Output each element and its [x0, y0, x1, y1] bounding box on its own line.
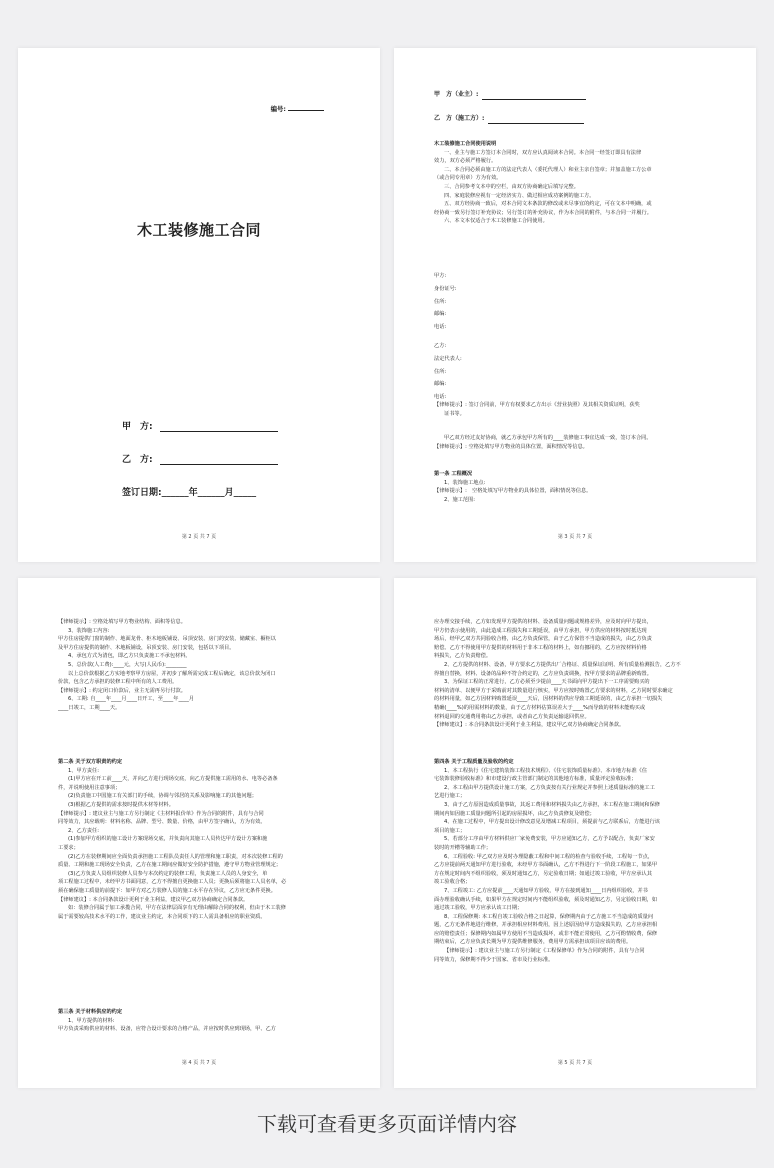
party-b-info-field: 法定代表人:	[434, 355, 462, 362]
body-line: 材料退回的交通费用将由乙方承担，或者由乙方负责运输退回供应。	[434, 713, 590, 720]
notes-line: 五、双方经协商一致后，对本合同文本条款的修改或未尽事宜的约定，可在文本中明确，或	[444, 201, 652, 208]
body-line: 2、乙方责任:	[68, 827, 99, 834]
body-line: 同等效力，保修期不得少于国家、省市及行业标准。	[434, 956, 554, 963]
party-a-info-field: 电话:	[434, 324, 447, 331]
body-line: 期间内如因施工质量问题所引起的房屋损坏，由乙方负责修复及赔偿；	[434, 810, 595, 817]
body-line: 同等效力，其应载明：材料名称、品牌、型号、数量、价格，由甲方签字确认，方为有效。	[58, 819, 266, 826]
article-2	[58, 758, 344, 921]
party-a-info-field: 身份证号:	[434, 285, 457, 292]
party-a-info-field: 甲方:	[434, 273, 447, 279]
body-line: 甲方负责采购供应的材料、设备，应符合设计要求的合格产品，并应按时供应到现场，甲、乙方	[58, 1026, 276, 1033]
body-line: 3、为保证工程的正常进行，乙方必须至少提前____天书面向甲方提出下一工序需要购买的	[444, 679, 650, 686]
party-b-info-field: 电话:	[434, 394, 447, 401]
notes-title: 木工装修施工合同使用说明	[434, 141, 497, 147]
body-line: (2)乙方在装修期间应全面负责承担施工工程队员责任人的管理和施工职责，对本次装修工程的	[68, 853, 283, 860]
body-line: 1、甲方责任:	[68, 767, 99, 774]
work-content-section	[58, 618, 344, 713]
party-a-field	[122, 419, 278, 432]
lawyer-tip-line: 【律师提示】: 签订合同前，甲方有权要求乙方出示《营业执照》及其相关资质证明，获奖	[434, 402, 640, 408]
body-line: 应的赔偿责任；保修期内如属甲方使用不当造成损坏，或非不能正常使用，乙方可酌情收费，保修	[434, 930, 658, 937]
body-line: 4、在施工过程中，甲方提出设计修改意见及增减工程项目，须提前与乙方联系后，方能进行该	[444, 819, 660, 826]
body-line: 8、工程保修期: 本工程自竣工验收合格之日起算，保修期内由于乙方施工不当造成的质量问	[444, 913, 654, 920]
body-line: 得擅自替换，材料、设备的品种不符合约定的，乙方应负责调换，按甲方要求的品牌重新购置。	[434, 670, 652, 677]
notes-line: 经协商一致另行签订补充协议；另行签订的补充协议，作为本合同的附件，与本合同一并履行。	[434, 209, 652, 216]
notes-line: 六、本文本仅适合于木工装修施工合同使用。	[444, 218, 548, 225]
body-line: 【律师提示】: 约定闭口价款后，业主无需再另行付款。	[58, 687, 186, 694]
party-b-header-label: 乙 方（施工方）:	[434, 115, 485, 122]
party-a-header-label: 甲 方（业主）:	[434, 91, 479, 98]
body-line: 项目的施工；	[434, 827, 466, 834]
body-line: 甲方仍表示使用的，由此造成工程损失和工期延误，由甲方承担，甲方供应的材料按时抵达现	[434, 627, 647, 634]
party-a-header	[434, 90, 586, 100]
contract-page-4	[18, 578, 380, 1088]
party-a-info-field: 住所:	[434, 298, 447, 305]
body-line: 宅装饰装修验收标准》和市建设行政主管部门制定的其他地方标准，质量评定验收标准；	[434, 776, 637, 783]
article-1	[434, 470, 720, 504]
body-line: 艺进行施工；	[434, 793, 466, 800]
contract-page-3	[394, 48, 756, 562]
body-line: 2、乙方提供的材料、设备，甲方要求乙方提供出厂合格证、质量保证证明、所有质量检测报告，乙方不	[444, 661, 681, 668]
party-a-label: 甲 方:	[122, 422, 153, 432]
body-line: 1、甲方提供的材料:	[68, 1017, 115, 1024]
body-line: (3)乙方负责人员组织装修人员参与本次约定的装修工程，负责施工人员的人身安全，单	[68, 870, 268, 877]
party-b-header	[434, 114, 584, 124]
body-line: 价款，包含乙方承担的装修工程中所有的人工费用。	[58, 679, 178, 686]
body-line: 【律师建议】: 本合同条款设计更利于业主利益，建议甲乙双方协商确定合同条款。	[434, 722, 625, 729]
agreement-statement	[434, 434, 720, 451]
body-line: 工要求；	[58, 844, 79, 851]
contract-number-label: 编号:	[270, 105, 286, 113]
article-1-line: 2、施工范围:	[444, 496, 475, 503]
body-line: 项工程施工过程中，未经甲方书面同意，乙方不得擅自更换施工人员；更换后须将施工人员名单，必	[58, 879, 287, 886]
body-line: 场后，经甲乙双方共同验收合格，由乙方负责保管，由于乙方保管不当造成的损失，由乙方负责	[434, 636, 652, 643]
body-line: 甲方住房提供门窗的制作、地面龙骨、柜木地板铺设、吊顶安装、房门的安装、储藏室、橱柜以	[58, 636, 276, 643]
body-line: (1)甲方应在开工前____天，并向乙方进行现场交底，向乙方提供施工需用的水、电等必备条	[68, 776, 278, 783]
body-line: (1)参加甲方组织的施工设计方案现场交底，并负责向其施工人员传达甲方设计方案和施	[68, 836, 268, 843]
page-footer: 第 2 页 共 7 页	[181, 534, 217, 540]
body-line: 及甲方住房提供的制作、木地板铺设，吊顶安装、房门安装，包括以下项目。	[58, 644, 235, 651]
body-line: 1、本工程执行《住宅建筑装饰工程技术规程》、《住宅装饰质量标准》、本市地方标准《住	[444, 767, 648, 774]
party-a-info	[434, 270, 720, 334]
body-line: 属于需要较高技术水平的工作，建议业主约定，本合同项下的工人需具备相应的职业资质。	[58, 913, 266, 920]
body-line: 面办理验收确认手续，如果甲方在规定时间内不能组织验收，须及时通知乙方，另定验收日期，如	[434, 896, 658, 903]
body-line: 5、若部分工序由甲方材料供应厂家免费安装，甲方应通知乙方，乙方予以配合，负责厂家安	[444, 836, 655, 843]
page-footer: 第 5 页 共 7 页	[557, 1060, 593, 1066]
body-line: (2)负责施工中国施工有关部门的手续，协调与邻居的关系及影响施工的其他问题；	[68, 793, 257, 800]
body-line: 乙方应提前两天通知甲方进行验收，未经甲方书面确认，乙方不得进行下一阶段工程施工，如果甲	[434, 862, 658, 869]
body-line: 2、本工程由甲方提供设计施工方案，乙方负责按有关行业规定并参照上述质量标准的施工工	[444, 784, 655, 791]
body-line: 6、工期: 自____年____月____日开工，至____年____月	[68, 696, 195, 703]
sign-date-field: 签订日期:______年______月_____	[122, 488, 257, 498]
lawyer-tip-line: 【律师提示】: 空格处填写甲方物业的具体位置，面积情况等信息。	[434, 443, 588, 450]
body-line: 【律师提示】: 建议业主与施工方另行制定《主材料报价单》作为合同的附件，具有与合同	[58, 810, 264, 817]
contract-number-field	[271, 104, 324, 113]
body-line: 通过竣工验收，甲方应承认该工日期；	[434, 905, 523, 912]
page-footer: 第 4 页 共 7 页	[181, 1060, 217, 1066]
contract-cover-page	[18, 48, 380, 562]
lawyer-tip-qualification	[434, 401, 720, 418]
body-line: 装时的开槽等辅助工作；	[434, 844, 492, 851]
article-1-line: 【律师提示】: 空格处填写甲方物业的具体位置，面积情况等信息。	[434, 488, 592, 495]
article-3-title: 第三条 关于材料供应的约定	[58, 1009, 123, 1015]
body-line: 件，并说明使用注意事项；	[58, 784, 121, 791]
body-line: 【律师建议】: 本合同条款设计更利于业主利益，建议甲乙双方协商确定合同条款。	[58, 896, 249, 903]
download-more-caption[interactable]: 下载可查看更多页面详情内容	[257, 1112, 517, 1136]
body-line: 4、承包方式为清包，即乙方只负责施工不承包材料。	[68, 653, 191, 660]
article-2-title: 第二条 关于双方职责的约定	[58, 759, 123, 765]
body-line: 竣工验收合格；	[434, 879, 471, 886]
body-line: 期结束后，乙方应负责长期为甲方提供维修服务，费用甲方需承担该项目应该的费用。	[434, 939, 632, 946]
notes-line: 二、本合同必须由施工方的法定代表人（委托代理人）和业主亲自签章；并加盖施工方公章	[444, 166, 652, 173]
party-b-info-field: 乙方:	[434, 343, 447, 349]
body-line: 料损失，乙方负责赔偿。	[434, 653, 492, 660]
usage-notes	[434, 140, 720, 226]
body-line: 3、由于乙方原因造成质量事故，其返工费用和材料损失由乙方承担，本工程在施工期间和保修	[444, 801, 660, 808]
body-line: 7、工程竣工: 乙方应提前____天通知甲方验收，甲方在接到通知____日内组织验收，并书	[444, 887, 648, 894]
body-line: 如：装修合同属于加工承揽合同，甲方在法律层面享有无理由解除合同的权利，但由于木工装修	[68, 905, 286, 912]
notes-line: 四、家庭装修应视有一定经济实力、做过相应成功案例的施工方。	[444, 192, 595, 199]
body-line: 5、总价款(人工费):____元，大写(人民币):________	[68, 661, 187, 668]
body-line: (3)根据乙方提供的需求按时提供木材等材料。	[68, 801, 174, 808]
contract-title: 木工装修施工合同	[136, 221, 261, 239]
body-line: 的材料用量，如乙方因材料购置延误____天后，因材料的供应导致工期延误的，由乙方承担一切损失	[434, 696, 663, 703]
agreement-line: 甲乙双方经过友好协商，就乙方承包甲方所有的____装修施工事宜达成一致，签订本合同。	[444, 435, 652, 441]
party-b-info-field: 邮编:	[434, 381, 447, 388]
body-line: 精确(____%)的用需材料的数量，由于乙方材料估算误差大于____%而导致的材料未能购买或	[434, 704, 646, 711]
body-line: 质量、工期和施工现场安全负责，乙方在施工期间应做好安全防护措施，遵守甲方物业管理规定；	[58, 862, 282, 869]
body-line: 须在确保施工质量的前提下：如甲方对乙方装修人员的施工水平存在异议，乙方应无条件更换。	[58, 887, 276, 894]
notes-line: 一、业主与施工方签订本合同时，双方应认真阅读本合同。本合同一经签订即具有法律	[444, 149, 642, 156]
notes-line: 效力，双方必须严格履行。	[434, 158, 497, 165]
notes-line: （或合同专用章）方为有效。	[434, 175, 502, 182]
body-line: 方在规定时间内不组织验收，须及时通知乙方，另定验收日期；如通过竣工验收，甲方应承认其	[434, 870, 652, 877]
article-3	[58, 1008, 344, 1034]
article-1-line: 1、装饰施工地点:	[444, 479, 486, 486]
page-footer: 第 3 页 共 7 页	[557, 534, 593, 540]
body-line: 赔偿。乙方不得使用甲方提供的材料用于非本工程的材料上，如有挪用的，乙方应按材料价格	[434, 644, 647, 651]
party-b-label: 乙 方:	[122, 455, 153, 465]
body-line: ____日竣工，工期____天。	[58, 704, 121, 711]
article-4	[434, 758, 720, 964]
party-a-info-field: 邮编:	[434, 311, 447, 318]
party-b-field	[122, 452, 278, 465]
body-line: 材料的清单、以便甲方于采购前对其数量进行核实，甲方应按时购置乙方要求的材料，乙方同时要求确定	[434, 687, 673, 694]
article-1-title: 第一条 工程概况	[434, 471, 473, 477]
body-line: 题，乙方无条件地进行维修，并承担相应材料费用，因上述原因给甲方造成损失的，乙方应承担相	[434, 922, 658, 929]
material-section-cont	[434, 618, 720, 730]
body-line: 【律师提示】: 空格处填写甲方物业结构、面积等信息。	[58, 619, 186, 625]
body-line: 以上总价款根据乙方实地考察甲方房屋，并初步了解所需完成工程后确定，该总价款为闭口	[68, 670, 276, 677]
article-4-title: 第四条 关于工程质量及验收的约定	[434, 759, 514, 765]
party-b-info	[434, 340, 720, 404]
body-line: 应办理交接手续，乙方如发现甲方提供的材料、设备质量问题或规格差异，应及时向甲方提出，	[434, 619, 652, 625]
lawyer-tip-line: 证书等。	[444, 410, 465, 417]
party-b-info-field: 住所:	[434, 368, 447, 375]
notes-line: 三、合同参考文本中的空栏，由双方协商确定后填写完整。	[444, 183, 579, 190]
contract-page-5	[394, 578, 756, 1088]
body-line: 3、装饰施工内容:	[68, 627, 110, 634]
body-line: 【律师提示】: 建议业主与施工方另行制定《工程保修单》作为合同的附件，具有与合同	[444, 948, 645, 955]
body-line: 6、工程验收: 甲乙双方应及时办理隐蔽工程和中间工程的检查与验收手续，工程每一节点，	[444, 853, 654, 860]
